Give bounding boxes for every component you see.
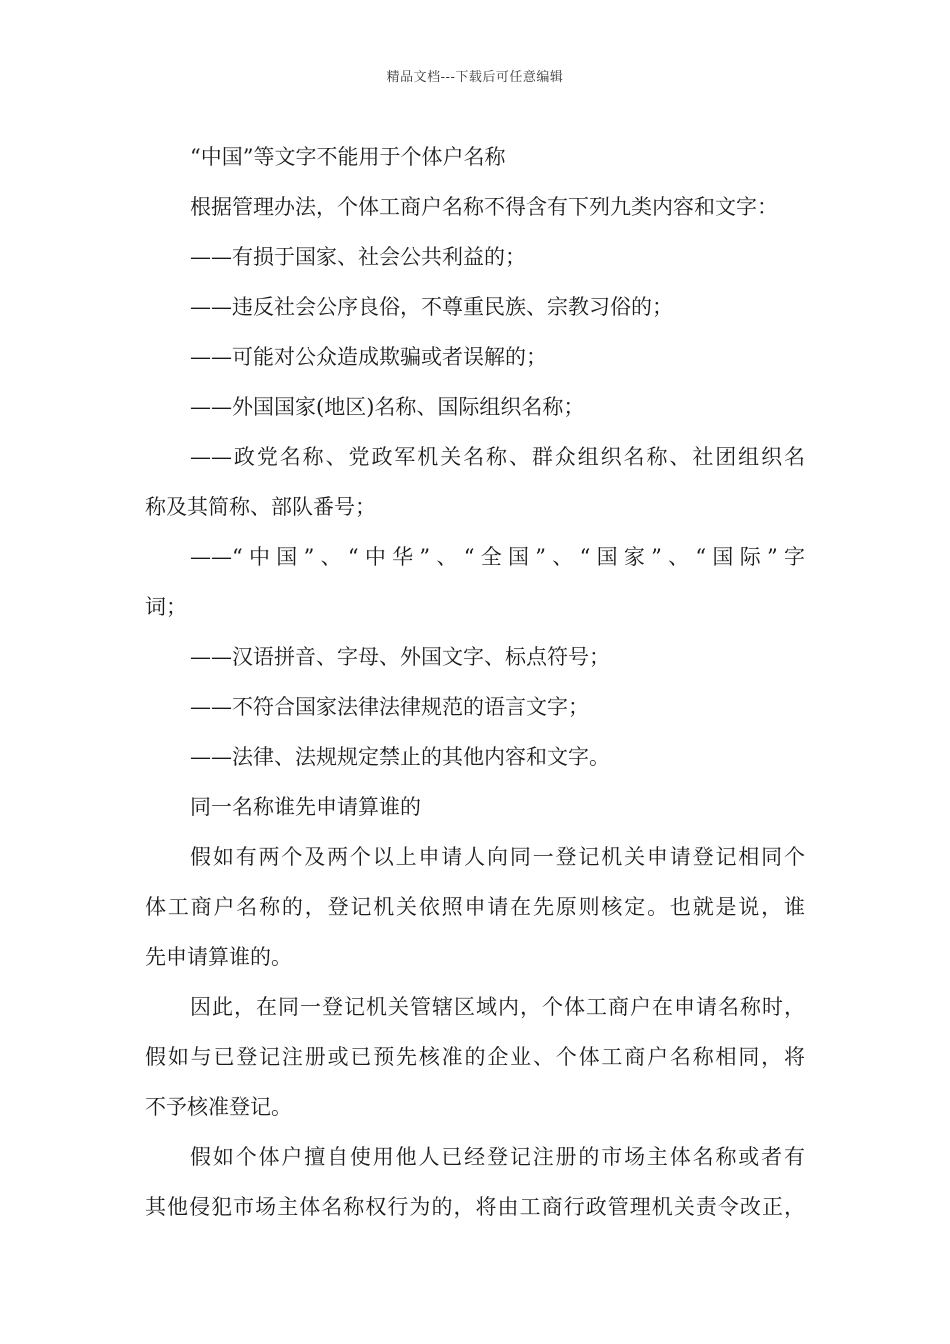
paragraph-line: 根据管理办法，个体工商户名称不得含有下列九类内容和文字： xyxy=(190,195,778,219)
list-item: ——可能对公众造成欺骗或者误解的； xyxy=(190,345,547,369)
list-item-continuation: 称及其简称、部队番号； xyxy=(145,495,376,519)
section-heading: “中国”等文字不能用于个体户名称 xyxy=(190,145,506,169)
list-item: ——违反社会公序良俗，不尊重民族、宗教习俗的； xyxy=(190,295,673,319)
paragraph-line: 假如与已登记注册或已预先核准的企业、个体工商户名称相同，将 xyxy=(145,1045,805,1069)
list-item: ——政党名称、党政军机关名称、群众组织名称、社团组织名 xyxy=(190,445,805,469)
paragraph-line: 假如个体户擅自使用他人已经登记注册的市场主体名称或者有 xyxy=(190,1145,805,1169)
list-item: ——汉语拼音、字母、外国文字、标点符号； xyxy=(190,645,610,669)
list-item: ——有损于国家、社会公共利益的； xyxy=(190,245,526,269)
paragraph-line: 其他侵犯市场主体名称权行为的，将由工商行政管理机关责令改正， xyxy=(145,1195,805,1219)
list-item: ——外国国家(地区)名称、国际组织名称； xyxy=(190,395,585,419)
paragraph-line: 假如有两个及两个以上申请人向同一登记机关申请登记相同个 xyxy=(190,845,805,869)
list-item: ——“中国”、“中华”、“全国”、“国家”、“国际”字 xyxy=(190,545,805,569)
list-item-continuation: 词； xyxy=(145,595,187,619)
paragraph-line: 先申请算谁的。 xyxy=(145,945,292,969)
paragraph-line: 因此，在同一登记机关管辖区域内，个体工商户在申请名称时， xyxy=(190,995,805,1019)
paragraph-line: 不予核准登记。 xyxy=(145,1095,292,1119)
list-item: ——法律、法规规定禁止的其他内容和文字。 xyxy=(190,745,610,769)
paragraph-line: 体工商户名称的，登记机关依照申请在先原则核定。也就是说，谁 xyxy=(145,895,805,919)
list-item: ——不符合国家法律法律规范的语言文字； xyxy=(190,695,589,719)
page-header: 精品文档---下载后可任意编辑 xyxy=(386,70,564,85)
document-body xyxy=(145,132,805,1232)
section-heading: 同一名称谁先申请算谁的 xyxy=(190,795,421,819)
